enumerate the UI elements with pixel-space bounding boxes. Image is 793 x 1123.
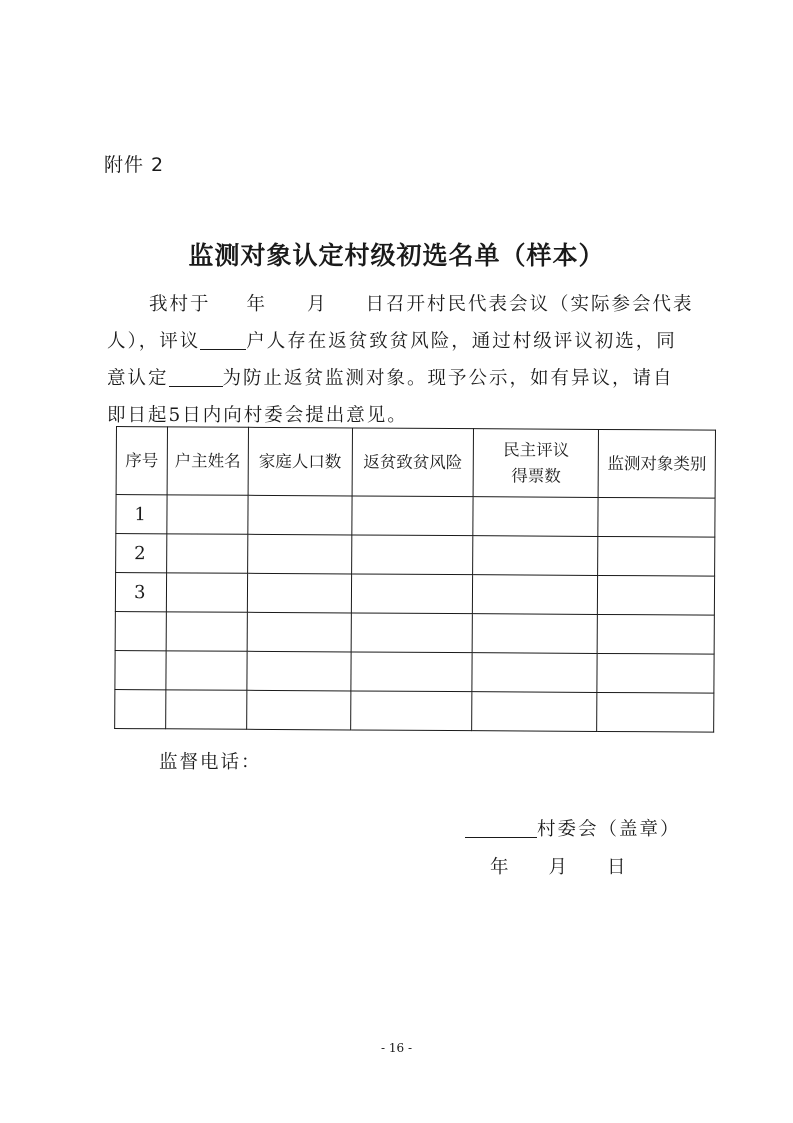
cell[interactable] [473, 497, 598, 537]
cell[interactable] [166, 690, 247, 729]
para-text: 为防止返贫监测对象。现予公示，如有异议，请自 [222, 368, 674, 389]
row-index: 2 [116, 534, 167, 573]
row-index [115, 689, 166, 728]
cell[interactable] [597, 653, 714, 693]
table-row [115, 650, 714, 693]
header-householder-name: 户主姓名 [167, 427, 248, 495]
table-row [115, 611, 714, 654]
cell[interactable] [247, 534, 351, 574]
village-name-blank [465, 820, 537, 838]
cell[interactable] [473, 575, 598, 615]
cell[interactable] [166, 651, 247, 690]
cell[interactable] [246, 690, 350, 730]
header-family-size: 家庭人口数 [248, 427, 352, 496]
header-category: 监测对象类别 [598, 429, 715, 498]
paragraph-line-2 [107, 327, 717, 353]
para-text: 人），评议 [107, 331, 201, 352]
table-row [115, 573, 714, 616]
header-risk: 返贫致贫风险 [352, 428, 474, 497]
households-blank [200, 332, 246, 350]
para-month: 月 [307, 294, 328, 315]
header-index: 序号 [116, 427, 167, 495]
cell[interactable] [597, 692, 714, 732]
committee-seal-line [465, 815, 681, 841]
paragraph-line-1 [111, 290, 721, 316]
table-row [116, 495, 715, 538]
attachment-label: 附件 2 [104, 154, 165, 176]
date-year: 年 [490, 857, 509, 878]
date-day: 日 [607, 857, 626, 878]
row-index [115, 650, 166, 689]
cell[interactable] [351, 535, 473, 575]
page-number: - 16 - [380, 1041, 412, 1055]
cell[interactable] [166, 573, 247, 612]
table-header-row [116, 427, 715, 499]
cell[interactable] [167, 495, 248, 534]
cell[interactable] [598, 575, 715, 615]
cell[interactable] [597, 614, 714, 654]
header-votes [473, 429, 598, 498]
header-votes-line1: 民主评议 [503, 439, 570, 460]
cell[interactable] [247, 651, 351, 691]
paragraph-line-3 [107, 364, 717, 390]
row-index: 1 [116, 495, 167, 534]
cell[interactable] [473, 614, 598, 654]
cell[interactable] [247, 573, 351, 613]
cell[interactable] [351, 574, 473, 614]
confirmed-blank [169, 369, 223, 387]
committee-label: 村委会（盖章） [537, 819, 681, 840]
para-text: 日召开村民代表会议（实际参会代表 [365, 294, 694, 315]
table-row [116, 534, 715, 577]
cell[interactable] [166, 612, 247, 651]
cell[interactable] [248, 495, 352, 535]
para-text: 我村于 [149, 294, 211, 315]
date-month: 月 [548, 857, 568, 878]
document-title: 监测对象认定村级初选名单（样本） [188, 241, 605, 270]
signature-date [490, 853, 626, 879]
cell[interactable] [598, 497, 715, 537]
cell[interactable] [350, 691, 472, 731]
cell[interactable] [167, 534, 248, 573]
para-text: 户人存在返贫致贫风险，通过村级评议初选，同 [246, 331, 677, 352]
cell[interactable] [473, 536, 598, 576]
paragraph-line-4: 即日起5日内向村委会提出意见。 [107, 405, 408, 426]
para-year: 年 [246, 294, 268, 315]
candidate-table [114, 426, 716, 733]
header-votes-line2: 得票数 [511, 465, 561, 486]
cell[interactable] [598, 536, 715, 576]
cell[interactable] [351, 496, 473, 536]
cell[interactable] [472, 653, 597, 693]
cell[interactable] [247, 612, 351, 652]
row-index [115, 611, 166, 650]
cell[interactable] [472, 692, 597, 732]
cell[interactable] [351, 652, 473, 692]
cell[interactable] [351, 613, 473, 653]
table-row [115, 689, 714, 732]
row-index: 3 [115, 573, 166, 612]
para-text: 意认定 [107, 368, 169, 389]
supervision-phone-label: 监督电话： [159, 752, 262, 773]
